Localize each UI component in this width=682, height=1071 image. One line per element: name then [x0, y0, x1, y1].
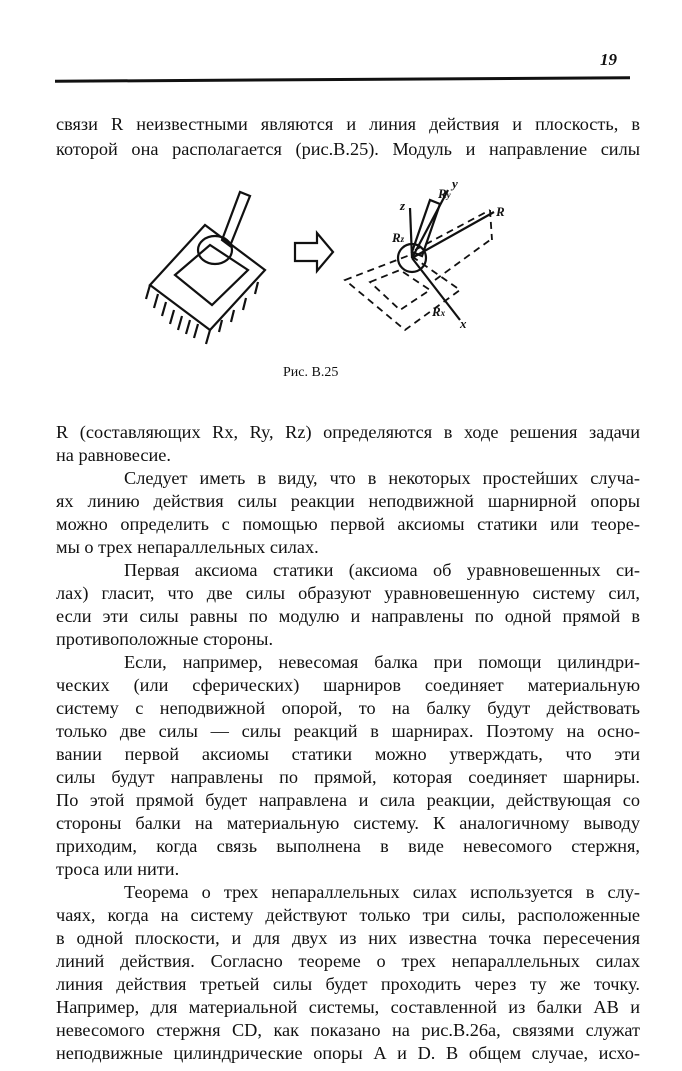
- text-line: стороны балки на материальную систему. К аналогичному выводу: [56, 813, 640, 833]
- figure-caption: Рис. В.25: [283, 365, 339, 380]
- text-line: троса или нити.: [56, 859, 180, 879]
- text-line: противоположные стороны.: [56, 629, 274, 649]
- label-Ry: Ry: [438, 186, 451, 201]
- arrow-icon: [295, 233, 333, 271]
- text-line: линий действия. Согласно теореме о трех непараллельных силах: [56, 951, 640, 971]
- label-z: z: [400, 198, 406, 213]
- text-line: Например, для материальной системы, составленной из балки АВ и: [56, 997, 640, 1017]
- text-line: вании первой аксиомы статики можно утверждать, что эти: [56, 744, 640, 764]
- text-line: Первая аксиома статики (аксиома об уравновешенных си-: [124, 560, 640, 580]
- text-line: можно определить с помощью первой аксиомы статики или теоре-: [56, 514, 640, 534]
- text-line: приходим, когда связь выполнена в виде невесомого стержня,: [56, 836, 640, 856]
- text-line: По этой прямой будет направлена и сила реакции, действующая со: [56, 790, 640, 810]
- text-line: ческих (или сферических) шарниров соединяет материальную: [56, 675, 640, 695]
- text-line: которой она располагается (рис.В.25). Модуль и направление силы: [56, 139, 640, 159]
- text-line: Если, например, невесомая балка при помощи цилиндри-: [124, 652, 640, 672]
- text-line: если эти силы равны по модулю и направлены по одной прямой в: [56, 606, 640, 626]
- text-line: систему с неподвижной опорой, то на балку будут действовать: [56, 698, 640, 718]
- support-base: [150, 225, 265, 330]
- text-line: чаях, когда на систему действуют только три силы, расположенные: [56, 905, 640, 925]
- text-line: мы о трех непараллельных силах.: [56, 537, 319, 557]
- text-line: ях линию действия силы реакции неподвижной шарнирной опоры: [56, 491, 640, 511]
- text-line: в одной плоскости, и для двух из них известна точка пересечения: [56, 928, 640, 948]
- label-x: x: [460, 316, 467, 331]
- text-line: Теорема о трех непараллельных силах используется в слу-: [124, 882, 640, 902]
- figure-b25: [130, 170, 510, 350]
- text-line: линия действия третьей силы будет проходить через ту же точку.: [56, 974, 640, 994]
- text-line: связи R неизвестными являются и линия действия и плоскость, в: [56, 114, 640, 134]
- text-line: на равновесие.: [56, 445, 171, 465]
- page-number: 19: [600, 50, 617, 69]
- label-y: y: [452, 176, 458, 191]
- text-line: только две силы — силы реакций в шарнирах. Поэтому на осно-: [56, 721, 640, 741]
- label-R: R: [496, 204, 505, 219]
- text-line: силы будут направлены по прямой, которая соединяет шарниры.: [56, 767, 640, 787]
- header-rule: [55, 76, 630, 83]
- text-line: неподвижные цилиндрические опоры А и D. В общем случае, исхо-: [56, 1043, 640, 1063]
- text-line: R (составляющих Rx, Ry, Rz) определяются в ходе решения задачи: [56, 422, 640, 442]
- label-Rx: Rx: [432, 304, 446, 319]
- text-line: невесомого стержня CD, как показано на рис.В.26а, связями служат: [56, 1020, 640, 1040]
- label-Rz: Rz: [392, 230, 405, 245]
- text-line: Следует иметь в виду, что в некоторых простейших случа-: [124, 468, 640, 488]
- text-line: лах) гласит, что две силы образуют уравновешенную систему сил,: [56, 583, 640, 603]
